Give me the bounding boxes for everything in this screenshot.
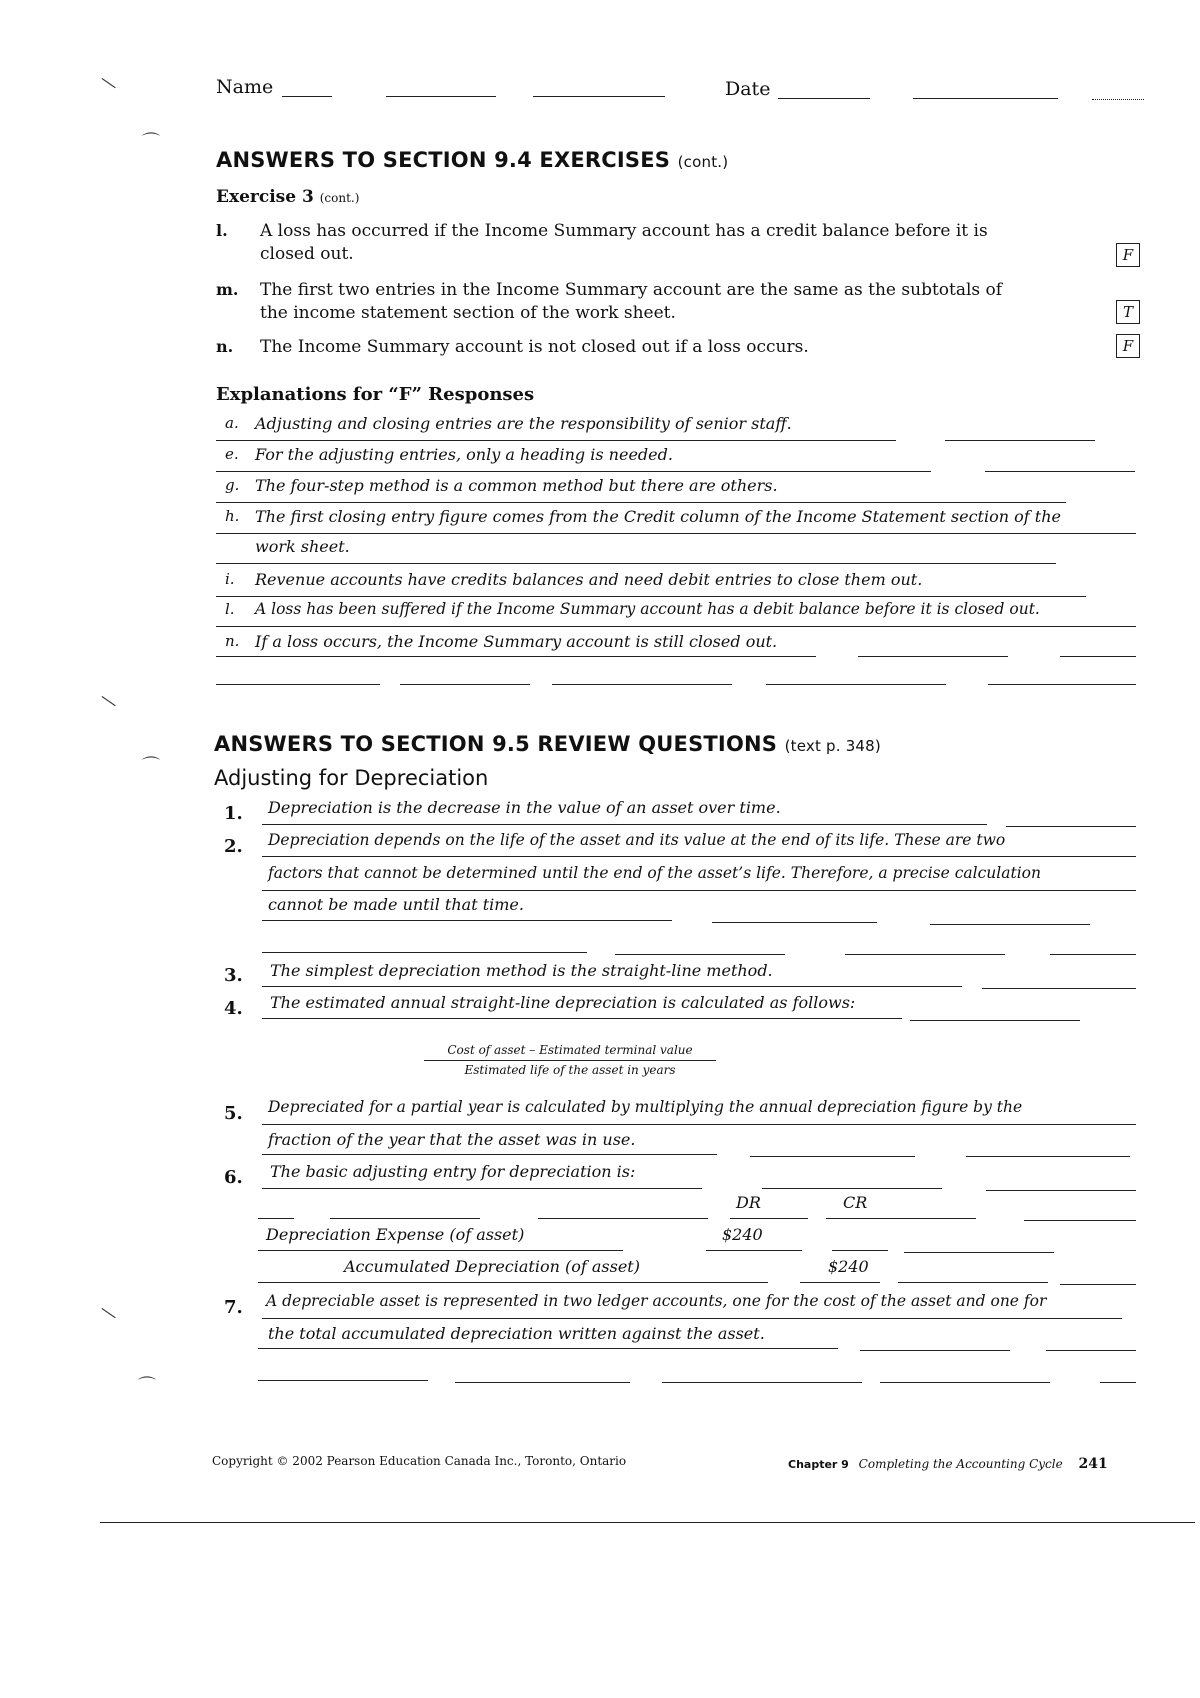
answer-line — [982, 988, 1136, 989]
answer-text: The estimated annual straight-line depreciation is calculated as follows: — [270, 993, 856, 1012]
answer-line — [860, 1350, 1010, 1351]
answer-line — [766, 684, 946, 685]
journal-line — [800, 1282, 880, 1283]
journal-line — [1024, 1220, 1136, 1221]
answer-line — [986, 1190, 1136, 1191]
answer-text: factors that cannot be determined until the end of the asset’s life. Therefore, a precise calculation — [268, 864, 1041, 882]
answer-line — [262, 1124, 1136, 1125]
question-number: 6. — [224, 1167, 243, 1188]
section-subtitle: Adjusting for Depreciation — [214, 766, 489, 790]
copyright-text: Copyright © 2002 Pearson Education Canada Inc., Toronto, Ontario — [212, 1454, 627, 1468]
answer-line — [262, 1188, 702, 1189]
question-number: 2. — [224, 836, 243, 857]
journal-line — [706, 1250, 802, 1251]
explanation-text: A loss has been suffered if the Income Summary account has a debit balance before it is closed out. — [255, 600, 1040, 618]
margin-mark-icon: ⌒ — [138, 1376, 156, 1397]
answer-line — [216, 440, 896, 441]
margin-mark-icon: ⌒ — [142, 756, 160, 777]
journal-line — [730, 1218, 808, 1219]
journal-line — [538, 1218, 708, 1219]
margin-mark-icon: ⌒ — [142, 132, 160, 153]
explanation-letter: a. — [225, 414, 239, 432]
answer-text: The basic adjusting entry for depreciation is: — [270, 1162, 636, 1181]
item-letter: l. — [216, 221, 228, 240]
explanation-letter: l. — [225, 600, 235, 618]
explanation-text: For the adjusting entries, only a heading is needed. — [255, 445, 673, 464]
explanations-title: Explanations for “F” Responses — [216, 384, 535, 405]
explanation-letter: h. — [225, 507, 240, 525]
answer-text: the total accumulated depreciation written against the asset. — [268, 1324, 765, 1343]
answer-line — [262, 856, 1136, 857]
item-letter: n. — [216, 337, 234, 356]
answer-line — [216, 596, 1086, 597]
answer-line — [552, 684, 732, 685]
answer-line — [662, 1382, 862, 1383]
dr-header: DR — [736, 1193, 761, 1212]
answer-text: cannot be made until that time. — [268, 895, 524, 914]
item-text: The Income Summary account is not closed out if a loss occurs. — [260, 337, 809, 357]
journal-line — [832, 1250, 888, 1251]
item-letter: m. — [216, 280, 239, 299]
explanation-letter: i. — [225, 570, 235, 588]
answer-line — [858, 656, 1008, 657]
item-text: A loss has occurred if the Income Summary account has a credit balance before it is closed out. — [260, 221, 988, 264]
journal-line — [258, 1282, 768, 1283]
answer-line — [910, 1020, 1080, 1021]
chapter-footer — [788, 1456, 1108, 1472]
date-line[interactable] — [778, 98, 870, 99]
journal-line — [898, 1282, 1048, 1283]
answer-box[interactable]: F — [1116, 334, 1140, 358]
answer-line — [400, 684, 530, 685]
date-line[interactable] — [913, 98, 1058, 99]
answer-line — [262, 1318, 1122, 1319]
name-line[interactable] — [386, 96, 496, 97]
answer-line — [712, 922, 877, 923]
margin-mark-icon: — — [95, 68, 123, 97]
page-edge-line — [100, 1522, 1195, 1523]
answer-line — [615, 954, 785, 955]
explanation-letter: e. — [225, 445, 239, 463]
answer-line — [262, 920, 672, 921]
explanation-text: If a loss occurs, the Income Summary account is still closed out. — [255, 632, 778, 651]
answer-line — [1006, 826, 1136, 827]
journal-credit-amount: $240 — [828, 1257, 869, 1276]
date-label: Date — [725, 78, 771, 100]
answer-line — [1060, 656, 1136, 657]
explanation-text: The four-step method is a common method but there are others. — [255, 476, 778, 495]
answer-text: Depreciation depends on the life of the asset and its value at the end of its life. These are two — [268, 831, 1006, 849]
chapter-title: Completing the Accounting Cycle — [858, 1457, 1063, 1471]
question-number: 3. — [224, 965, 243, 986]
journal-account-credit: Accumulated Depreciation (of asset) — [344, 1257, 640, 1276]
section-title: ANSWERS TO SECTION 9.5 REVIEW QUESTIONS (text p. 348) — [214, 732, 881, 756]
item-text: The first two entries in the Income Summary account are the same as the subtotals of the income statement section of the work sheet. — [260, 280, 1003, 323]
answer-line — [262, 890, 1136, 891]
question-number: 7. — [224, 1297, 243, 1318]
chapter-label: Chapter 9 — [788, 1458, 849, 1471]
journal-line — [330, 1218, 480, 1219]
answer-line — [1100, 1382, 1136, 1383]
answer-line — [966, 1156, 1130, 1157]
answer-line — [985, 471, 1135, 472]
answer-line — [216, 626, 1136, 627]
answer-line — [262, 824, 987, 825]
name-label: Name — [216, 76, 274, 98]
explanation-text: The first closing entry figure comes from the Credit column of the Income Statement section of the — [255, 507, 1061, 526]
answer-line — [262, 952, 587, 953]
answer-line — [455, 1382, 630, 1383]
answer-line — [216, 533, 1136, 534]
answer-line — [258, 1380, 428, 1381]
journal-line — [826, 1218, 976, 1219]
question-number: 1. — [224, 803, 243, 824]
question-number: 4. — [224, 998, 243, 1019]
fraction-bar — [424, 1060, 716, 1061]
answer-line — [988, 684, 1136, 685]
answer-line — [930, 924, 1090, 925]
answer-line — [262, 1018, 902, 1019]
explanation-text: Revenue accounts have credits balances and need debit entries to close them out. — [255, 570, 923, 589]
journal-line — [258, 1250, 623, 1251]
name-line[interactable] — [533, 96, 665, 97]
date-line[interactable] — [1092, 99, 1144, 100]
journal-account-debit: Depreciation Expense (of asset) — [266, 1225, 525, 1244]
explanation-letter: g. — [225, 476, 240, 494]
answer-line — [216, 502, 1066, 503]
explanation-text: Adjusting and closing entries are the responsibility of senior staff. — [255, 414, 792, 433]
journal-line — [904, 1252, 1054, 1253]
answer-line — [1046, 1350, 1136, 1351]
section-title: ANSWERS TO SECTION 9.4 EXERCISES (cont.) — [216, 148, 729, 172]
answer-line — [216, 684, 380, 685]
question-number: 5. — [224, 1103, 243, 1124]
margin-mark-icon: — — [95, 686, 123, 715]
answer-line — [262, 986, 962, 987]
name-line[interactable] — [282, 96, 332, 97]
formula-numerator: Cost of asset – Estimated terminal value — [447, 1043, 693, 1057]
answer-line — [216, 471, 931, 472]
answer-text: fraction of the year that the asset was in use. — [268, 1130, 636, 1149]
margin-mark-icon: — — [95, 1298, 123, 1327]
cr-header: CR — [843, 1193, 868, 1212]
answer-line — [945, 440, 1095, 441]
journal-line — [258, 1218, 294, 1219]
answer-text: A depreciable asset is represented in two ledger accounts, one for the cost of the asset and one for — [266, 1292, 1047, 1310]
answer-box[interactable]: F — [1116, 243, 1140, 267]
answer-text: The simplest depreciation method is the straight-line method. — [270, 961, 773, 980]
answer-line — [762, 1188, 942, 1189]
answer-line — [880, 1382, 1050, 1383]
answer-line — [750, 1156, 915, 1157]
answer-line — [1050, 954, 1136, 955]
journal-debit-amount: $240 — [722, 1225, 763, 1244]
explanation-letter: n. — [225, 632, 240, 650]
answer-line — [258, 1348, 838, 1349]
answer-line — [216, 563, 1056, 564]
answer-text: Depreciated for a partial year is calculated by multiplying the annual depreciation figure by the — [268, 1098, 1023, 1116]
exercise-title: Exercise 3 (cont.) — [216, 187, 360, 207]
explanation-text: work sheet. — [255, 537, 350, 556]
answer-box[interactable]: T — [1116, 300, 1140, 324]
answer-line — [216, 656, 816, 657]
answer-line — [845, 954, 1005, 955]
answer-text: Depreciation is the decrease in the value of an asset over time. — [268, 798, 781, 817]
page-number: 241 — [1078, 1456, 1108, 1472]
journal-line — [1060, 1284, 1136, 1285]
formula-denominator: Estimated life of the asset in years — [464, 1063, 676, 1077]
answer-line — [262, 1154, 717, 1155]
